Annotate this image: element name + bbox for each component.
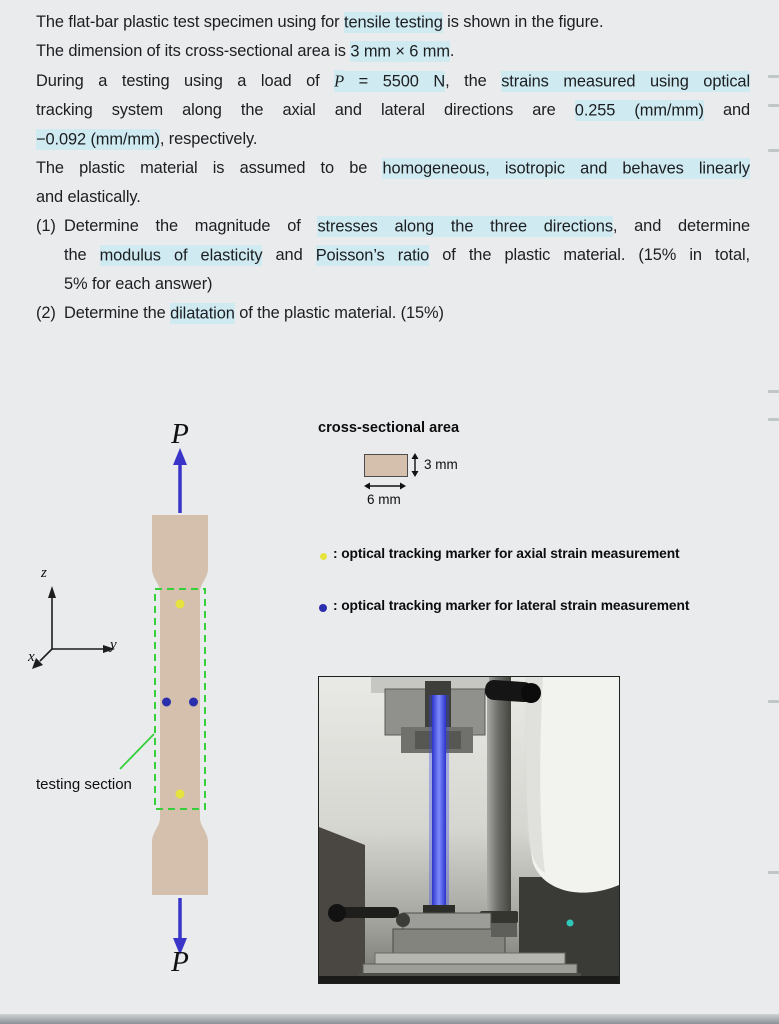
text-line bbox=[36, 8, 750, 37]
text-segment: is shown in the figure. bbox=[442, 13, 604, 31]
lateral-marker-icon bbox=[319, 604, 327, 612]
axis-x-label: x bbox=[28, 649, 35, 665]
specimen-body bbox=[152, 515, 208, 895]
testing-section-pointer bbox=[120, 734, 154, 769]
width-dimension-label: 6 mm bbox=[367, 492, 401, 507]
text-segment: of the plastic material. (15%) bbox=[234, 304, 444, 322]
testing-section-label: testing section bbox=[36, 776, 132, 793]
teal-indicator-dot bbox=[567, 920, 574, 927]
highlighted-text: strains measured using optical bbox=[501, 72, 750, 90]
highlighted-text: −0.092 (mm/mm) bbox=[36, 130, 160, 148]
list-marker: (2) bbox=[36, 304, 56, 322]
text-segment: tracking system along the axial and lateral directions are bbox=[36, 101, 575, 119]
edge-mark bbox=[768, 149, 779, 152]
cross-section-rect bbox=[364, 454, 408, 477]
highlighted-text: tensile testing bbox=[343, 13, 443, 31]
specimen-diagram bbox=[14, 436, 314, 981]
dark-backdrop bbox=[319, 827, 365, 983]
text-segment: , the bbox=[445, 72, 502, 90]
highlighted-text: Poisson’s ratio bbox=[315, 246, 430, 264]
text-line bbox=[36, 125, 750, 154]
load-label-bottom: P bbox=[171, 946, 189, 978]
text-segment: and bbox=[262, 246, 316, 264]
cross-section-title: cross-sectional area bbox=[318, 420, 460, 436]
legend-axial-text: : optical tracking marker for axial strain measurement bbox=[333, 546, 680, 561]
testing-machine-illustration bbox=[319, 677, 619, 983]
text-segment: Determine the bbox=[64, 304, 171, 322]
problem-statement bbox=[36, 8, 750, 328]
height-dimension-label: 3 mm bbox=[424, 457, 458, 472]
height-dimension-arrow-icon bbox=[408, 452, 422, 478]
text-line bbox=[36, 66, 750, 96]
text-segment: The flat-bar plastic test specimen using for bbox=[36, 13, 344, 31]
text-segment: , and determine bbox=[612, 217, 750, 235]
edge-mark bbox=[768, 75, 779, 78]
text-segment: of the plastic material. (15% in total, bbox=[429, 246, 750, 264]
highlighted-text: modulus of elasticity bbox=[99, 246, 263, 264]
question-1-line-2 bbox=[36, 241, 750, 270]
testing-machine-photo bbox=[318, 676, 620, 984]
text-line bbox=[36, 154, 750, 183]
text-segment: . bbox=[449, 42, 455, 60]
table-edge bbox=[319, 976, 619, 983]
list-marker: (1) bbox=[36, 217, 56, 235]
highlighted-text: homogeneous, isotropic and behaves linearly bbox=[382, 159, 750, 177]
edge-mark bbox=[768, 700, 779, 703]
highlighted-text: 0.255 (mm/mm) bbox=[574, 101, 704, 119]
bottom-shadow-bar bbox=[0, 1014, 779, 1024]
edge-mark bbox=[768, 104, 779, 107]
load-arrow-top bbox=[173, 448, 187, 513]
edge-mark bbox=[768, 390, 779, 393]
axial-marker-icon bbox=[320, 553, 327, 560]
coordinate-axes bbox=[32, 586, 115, 669]
highlighted-text: stresses along the three directions bbox=[317, 217, 613, 235]
highlighted-text: = 5500 N bbox=[344, 72, 446, 90]
text-line bbox=[36, 183, 750, 212]
text-segment: and bbox=[703, 101, 750, 119]
text-segment: Determine the magnitude of bbox=[64, 217, 318, 235]
width-dimension-arrow-icon bbox=[364, 480, 406, 492]
math-symbol: P bbox=[334, 71, 345, 90]
text-line bbox=[36, 96, 750, 125]
text-segment: the bbox=[64, 246, 100, 264]
axis-y-label: y bbox=[110, 637, 117, 653]
text-line bbox=[36, 37, 750, 66]
question-2-line bbox=[36, 299, 750, 328]
blue-specimen bbox=[429, 695, 449, 931]
text-segment: , respectively. bbox=[159, 130, 258, 148]
legend-lateral-text: : optical tracking marker for lateral strain measurement bbox=[333, 598, 690, 613]
text-segment: The plastic material is assumed to be bbox=[36, 159, 383, 177]
highlighted-text: 3 mm × 6 mm bbox=[350, 42, 450, 60]
base-plates bbox=[359, 953, 581, 979]
question-1-line-1 bbox=[36, 212, 750, 241]
text-segment: 5% for each answer) bbox=[64, 275, 213, 293]
highlighted-text: dilatation bbox=[170, 304, 235, 322]
text-segment: and elastically. bbox=[36, 188, 141, 206]
axis-z-label: z bbox=[41, 565, 47, 581]
load-label-top: P bbox=[171, 418, 189, 450]
text-segment: The dimension of its cross-sectional area is bbox=[36, 42, 351, 60]
question-1-line-3 bbox=[36, 270, 750, 299]
text-segment: During a testing using a load of bbox=[36, 72, 335, 90]
edge-mark bbox=[768, 871, 779, 874]
edge-mark bbox=[768, 418, 779, 421]
